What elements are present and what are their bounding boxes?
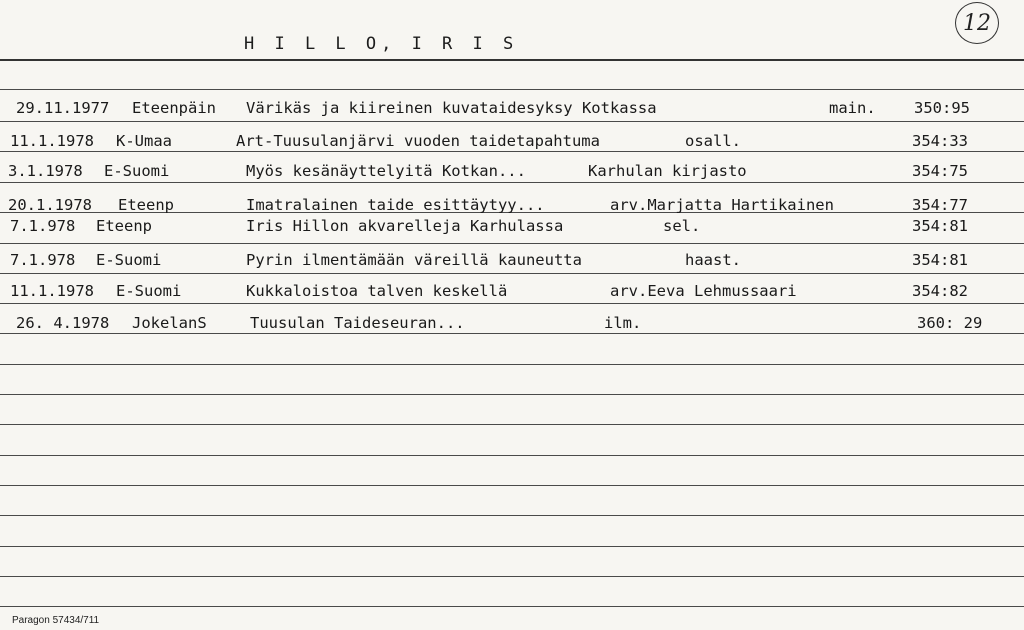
entry-title: Imatralainen taide esittäytyy... — [246, 196, 545, 214]
ruled-line — [0, 606, 1024, 607]
entry-ref: 354:77 — [912, 196, 968, 214]
ruled-line — [0, 424, 1024, 425]
entry-date: 26. 4.1978 — [16, 314, 110, 332]
card-entry — [0, 196, 1024, 218]
ruled-line — [0, 485, 1024, 486]
entry-date: 20.1.1978 — [8, 196, 92, 214]
card-entry — [0, 282, 1024, 304]
entry-note: main. — [829, 99, 876, 117]
entry-title: Pyrin ilmentämään väreillä kauneutta — [246, 251, 582, 269]
card-entry — [0, 251, 1024, 273]
entry-ref: 354:33 — [912, 132, 968, 150]
entry-note: haast. — [685, 251, 741, 269]
card-entry — [0, 99, 1024, 121]
card-entry — [0, 162, 1024, 184]
entry-source: Eteenp — [96, 217, 152, 235]
entry-date: 29.11.1977 — [16, 99, 110, 117]
printer-mark: Paragon 57434/711 — [12, 615, 100, 626]
entry-source: K-Umaa — [116, 132, 172, 150]
ruled-line — [0, 576, 1024, 577]
entry-note: ilm. — [604, 314, 642, 332]
entry-date: 11.1.1978 — [10, 132, 94, 150]
card-entry — [0, 217, 1024, 239]
card-entry — [0, 132, 1024, 154]
entry-note: arv.Eeva Lehmussaari — [610, 282, 797, 300]
ruled-line — [0, 394, 1024, 395]
ruled-line — [0, 515, 1024, 516]
entry-source: Eteenp — [118, 196, 174, 214]
entry-source: E-Suomi — [104, 162, 170, 180]
entry-title: Värikäs ja kiireinen kuvataidesyksy Kotkassa — [246, 99, 657, 117]
ruled-line — [0, 243, 1024, 244]
header-rule — [0, 59, 1024, 61]
entry-ref: 354:75 — [912, 162, 968, 180]
entry-note: arv.Marjatta Hartikainen — [610, 196, 834, 214]
entry-date: 7.1.978 — [10, 217, 76, 235]
entry-title: Art-Tuusulanjärvi vuoden taidetapahtuma — [236, 132, 600, 150]
entry-source: Eteenpäin — [132, 99, 216, 117]
card-entry — [0, 314, 1024, 336]
entry-ref: 360: 29 — [917, 314, 983, 332]
ruled-line — [0, 455, 1024, 456]
ruled-line — [0, 546, 1024, 547]
entry-note: Karhulan kirjasto — [588, 162, 747, 180]
entry-title: Iris Hillon akvarelleja Karhulassa — [246, 217, 564, 235]
entry-title: Kukkaloistoa talven keskellä — [246, 282, 508, 300]
entry-ref: 354:81 — [912, 217, 968, 235]
entry-note: osall. — [685, 132, 741, 150]
entry-title: Tuusulan Taideseuran... — [250, 314, 465, 332]
entry-source: E-Suomi — [96, 251, 162, 269]
entry-date: 7.1.978 — [10, 251, 76, 269]
entry-source: E-Suomi — [116, 282, 182, 300]
entry-ref: 354:82 — [912, 282, 968, 300]
entry-note: sel. — [663, 217, 701, 235]
entry-ref: 354:81 — [912, 251, 968, 269]
entry-title: Myös kesänäyttelyitä Kotkan... — [246, 162, 526, 180]
ruled-line — [0, 364, 1024, 365]
entry-date: 3.1.1978 — [8, 162, 83, 180]
card-number-circle: 12 — [955, 2, 999, 44]
ruled-line — [0, 89, 1024, 90]
entry-source: JokelanS — [132, 314, 207, 332]
ruled-line — [0, 121, 1024, 122]
artist-name: H I L L O, I R I S — [244, 34, 519, 54]
entry-date: 11.1.1978 — [10, 282, 94, 300]
ruled-line — [0, 273, 1024, 274]
entry-ref: 350:95 — [914, 99, 970, 117]
